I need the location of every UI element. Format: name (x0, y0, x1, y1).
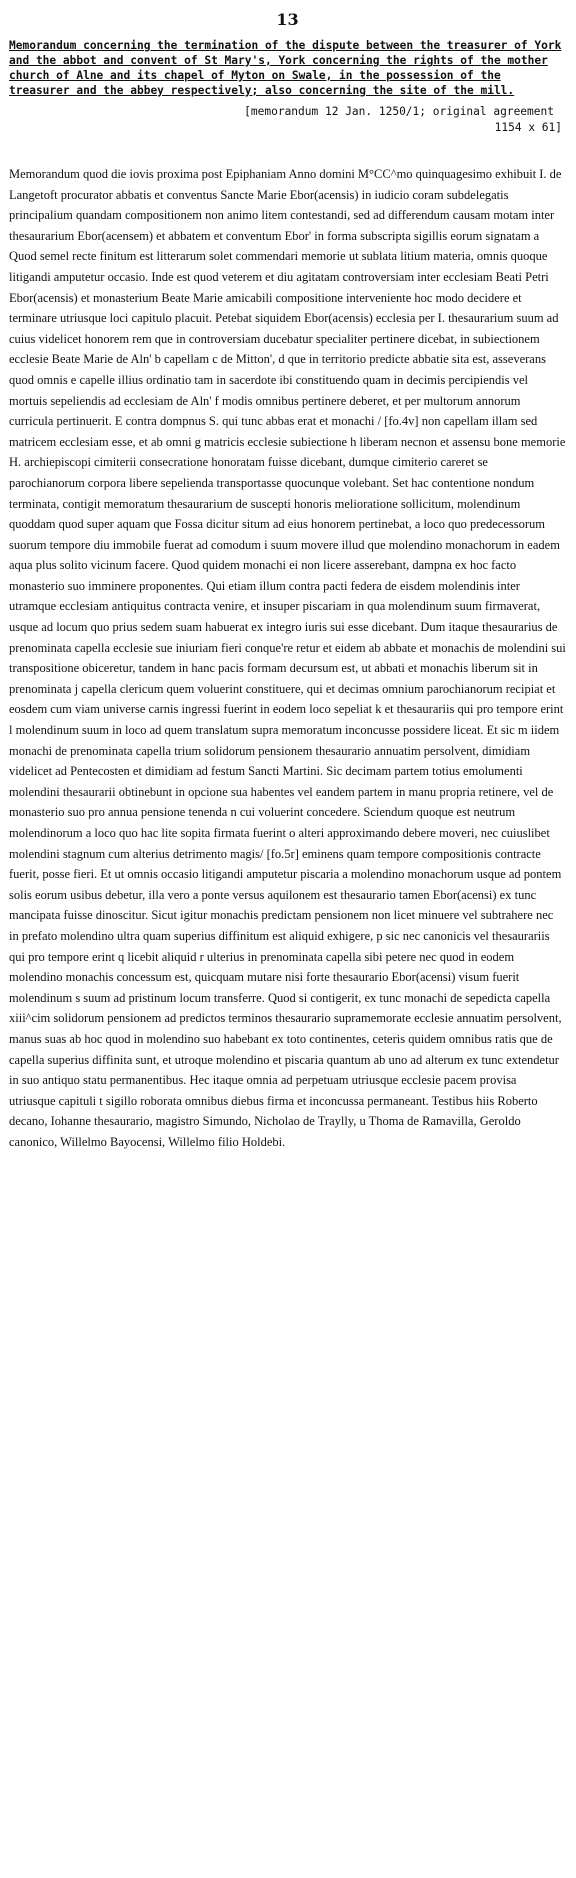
dating-line-1: [memorandum 12 Jan. 1250/1; original agreement (244, 105, 554, 118)
dating-note (9, 104, 562, 136)
page-number: 13 (276, 10, 299, 29)
rubric-text: Memorandum concerning the termination of the dispute between the treasurer of York and the abbot and convent of St Mary's, York concerning the rights of the mother church of Alne and its chapel of Myton on Swale, in the possession of the treasurer and the abbey respectively; also concerning the site of the mill. (9, 39, 562, 97)
document-heading (9, 38, 566, 98)
document-body (9, 164, 566, 1153)
body-paragraph: Memorandum quod die iovis proxima post Epiphaniam Anno domini M°CC^mo quinquagesimo exhibuit I. de Langetoft procurator abbatis et conventus Sancte Marie Ebor(acensis) in iudicio coram subdelegatis principalium quandam compositionem non animo litem contestandi, sed ad differendum causam motam inter thesaurarium Ebor(acensem) et abbatem et conventum Ebor' in forma subscripta sigillis eorum signatam a Quod semel recte finitum est litterarum solet commendari memorie ut sublata litium materia, omnis quoque litigandi amputetur occasio. Inde est quod veterem et diu agitatam controversiam inter ecclesiam Beati Petri Ebor(acensis) et monasterium Beate Marie amicabili compositione interveniente hoc modo decidere et terminare utriusque loci capitulo placuit. Petebat siquidem Ebor(acensis) ecclesia per I. thesaurarium suum ad cuius videlicet honorem rem que in controversiam ducebatur specialiter pertinere dicebat, in subiectionem ecclesie Beate Marie de Aln' b capellam c de Mitton', d que in territorio predicte abbatie sita est, asseverans quod omnis e capelle illius ordinatio tam in sacerdote ibi constituendo quam in decimis percipiendis vel mortuis sepeliendis ad ecclesiam de Aln' f modis omnibus pertinere deberet, et per multorum annorum curricula pertinuerit. E contra dompnus S. qui tunc abbas erat et monachi / [fo.4v] non capellam illam sed matricem ecclesiam esse, et ab omni g matricis ecclesie subiectione h liberam necnon et assensu bone memorie H. archiepiscopi cimiterii consecratione honoratam fuisse dicebant, dumque cimiterio careret se parochianorum corpora libere sepelienda transportasse quocunque volebant. Set hac contentione nondum terminata, contigit memoratum thesaurarium de suscepti honoris melioratione sollicitum, molendinum quoddam quod super aquam que Fossa dicitur situm ad eius honorem pertinebat, a loco quo predecessorum suorum tempore diu immobile fuerat ad comodum i suum movere illud que molendino monachorum in eadem aqua plus solito vicinum facere. Quod quidem monachi ei non licere asserebant, dampna ex hoc facto monasterio suo imminere proponentes. Qui etiam illum contra pacti federa de eisdem molendinis inter utramque ecclesiam antiquitus contracta venire, et insuper piscariam in qua molendinum suum firmaverat, usque ad locum quo prius sedem suam habuerat ex integro iuris sui esse dicebant. Dum itaque thesaurarius de prenominata capella ecclesie sue iniuriam fieri conque're retur et eidem ab abbate et monachis de molendini sui transpositione obiceretur, tandem in hanc pacis formam decursum est, ut abbati et monachis liberum sit in prenominata j capella clericum quem voluerint constituere, qui et decimas omnium parochianorum recipiat et eosdem cum viam universe carnis ingressi fuerint in eodem loco sepeliat k et thesaurariis qui pro tempore erint l molendinum suum in loco ad quem translatum supra memoratum inconcusse possidere liceat. Et sic m iidem monachi de prenominata capella trium solidorum pensionem thesaurario annuatim persolvent, dimidiam videlicet ad Pentecosten et dimidiam ad festum Sancti Martini. Sic decimam partem totius emolumenti molendini thesaurarii obtinebunt in opcione sua habentes vel eandem partem in manu propria retinere, vel de monasterio suo pro annua pensione tenenda n cui voluerint concedere. Sciendum quoque est neutrum molendinorum a loco quo hac lite sopita firmata fuerint o alteri approximando debere moveri, nec cuiuslibet molendini stagnum cum alterius detrimento magis/ [fo.5r] eminens quam tempore compositionis contracte fuerit, posse fieri. Et ut omnis occasio litigandi amputetur piscaria a molendino monachorum usque ad pontem solis eorum usibus debetur, illa vero a ponte versus aquilonem est thesaurario tamen Ebor(acensi) ex tunc mancipata fuisse dinoscitur. Sicut igitur monachis predictam pensionem non licet minuere vel subtrahere nec in prefato molendino ultra quam superius diffinitum est aliquid exhigere, p sic nec canonicis vel thesaurariis qui pro tempore erint q licebit aliquid r ulterius in prenominata capella sibi petere nec quod in eodem molendino monachis concessum est, quicquam mutare nisi forte thesaurario Ebor(acensi) visum fuerit molendinum s suum ad pristinum locum transferre. Quod si contigerit, ex tunc monachi de sepedicta capella xiii^cim solidorum pensionem ad predictos terminos thesaurario supramemorate ecclesie annuatim persolvent, manus suas ab hoc quod in molendino suo habebant ex toto continentes, ceteris quidem omnibus ratis que de capella superius diffinita sunt, et utroque molendino et piscaria quantum ab uno ad alterum ex tunc extendetur in suo antiquo statu permanentibus. Hec itaque omnia ad perpetuam utriusque ecclesie pacem provisa utriusque capituli t sigillo roborata omnibus diebus firma et inconcussa permaneant. Testibus hiis Roberto decano, Iohanne thesaurario, magistro Simundo, Nicholao de Traylly, u Thoma de Ramavilla, Geroldo canonico, Willelmo Bayocensi, Willelmo filio Holdebi. (9, 167, 566, 1149)
dating-line-2: 1154 x 61] (494, 121, 562, 134)
